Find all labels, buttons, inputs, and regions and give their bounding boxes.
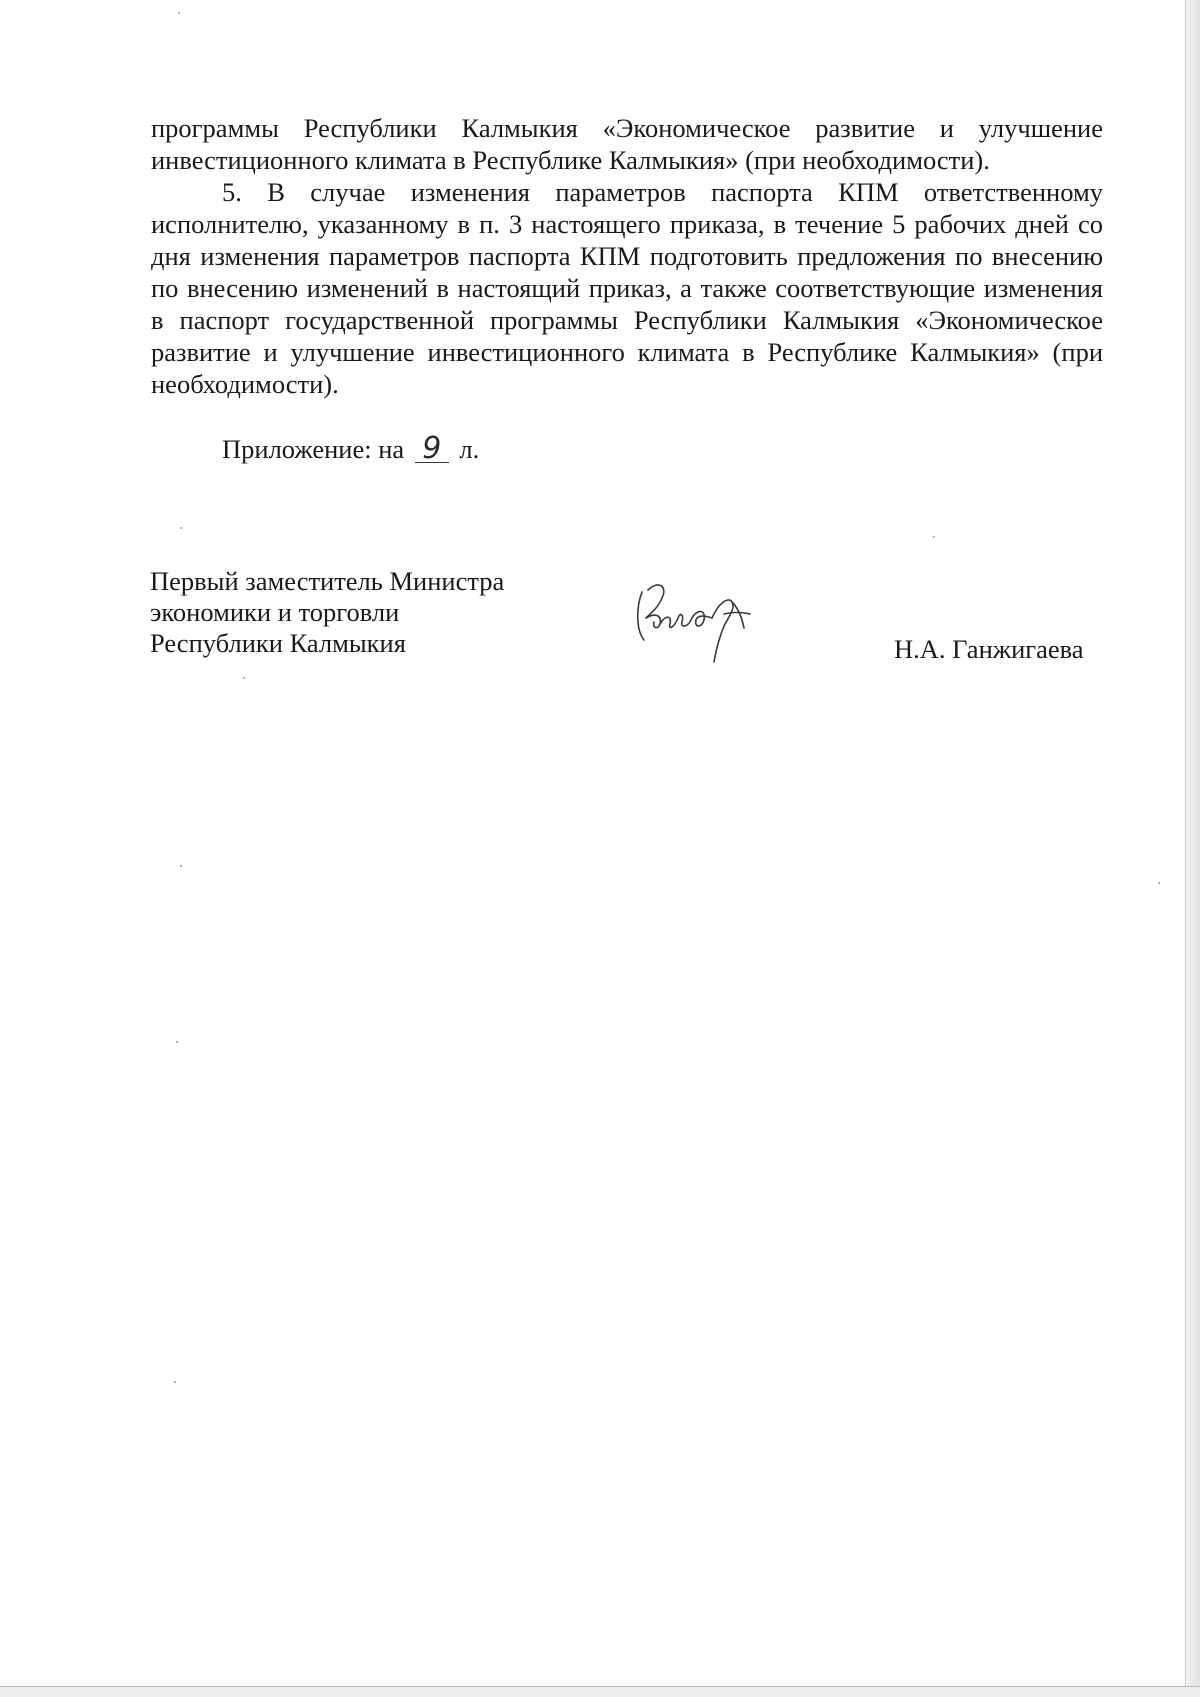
paragraph-continuation: программы Республики Калмыкия «Экономическое развитие и улучшение инвестиционного климата в Республике Калмыкия» (при необходимости). <box>151 113 1103 175</box>
position-line: Республики Калмыкия <box>150 628 406 658</box>
scan-speck <box>174 1381 176 1383</box>
scan-right-edge <box>1185 0 1200 1697</box>
document-body <box>151 112 1103 400</box>
scan-bottom-edge <box>0 1686 1200 1697</box>
scan-speck <box>176 1041 178 1043</box>
scan-speck <box>180 865 182 867</box>
position-line: экономики и торговли <box>150 597 400 627</box>
attachment-prefix: Приложение: на <box>222 434 405 464</box>
attachment-suffix: л. <box>459 434 480 464</box>
scan-speck <box>243 677 245 679</box>
attachment-page-count: 9 <box>415 436 449 463</box>
scan-speck <box>180 527 182 529</box>
signatory-name: Н.А. Ганжигаева <box>894 634 1084 664</box>
position-line: Первый заместитель Министра <box>150 566 505 596</box>
scan-speck <box>1158 882 1160 884</box>
scan-speck <box>933 536 935 538</box>
handwritten-signature <box>632 578 767 670</box>
attachment-line <box>222 433 479 465</box>
signatory-position <box>150 566 504 659</box>
scan-speck <box>178 12 180 14</box>
paragraph-item-5: 5. В случае изменения параметров паспорта КПМ ответственному исполнителю, указанному в п. 3 настоящего приказа, в течение 5 рабочих дней со дня изменения параметров паспорта КПМ подготовить предложения по внесению по внесению изменений в настоящий приказ, а также соответствующие изменения в паспорт государственной программы Республики Калмыкия «Экономическое развитие и улучшение инвестиционного климата в Республике Калмыкия» (при необходимости). <box>151 177 1103 399</box>
